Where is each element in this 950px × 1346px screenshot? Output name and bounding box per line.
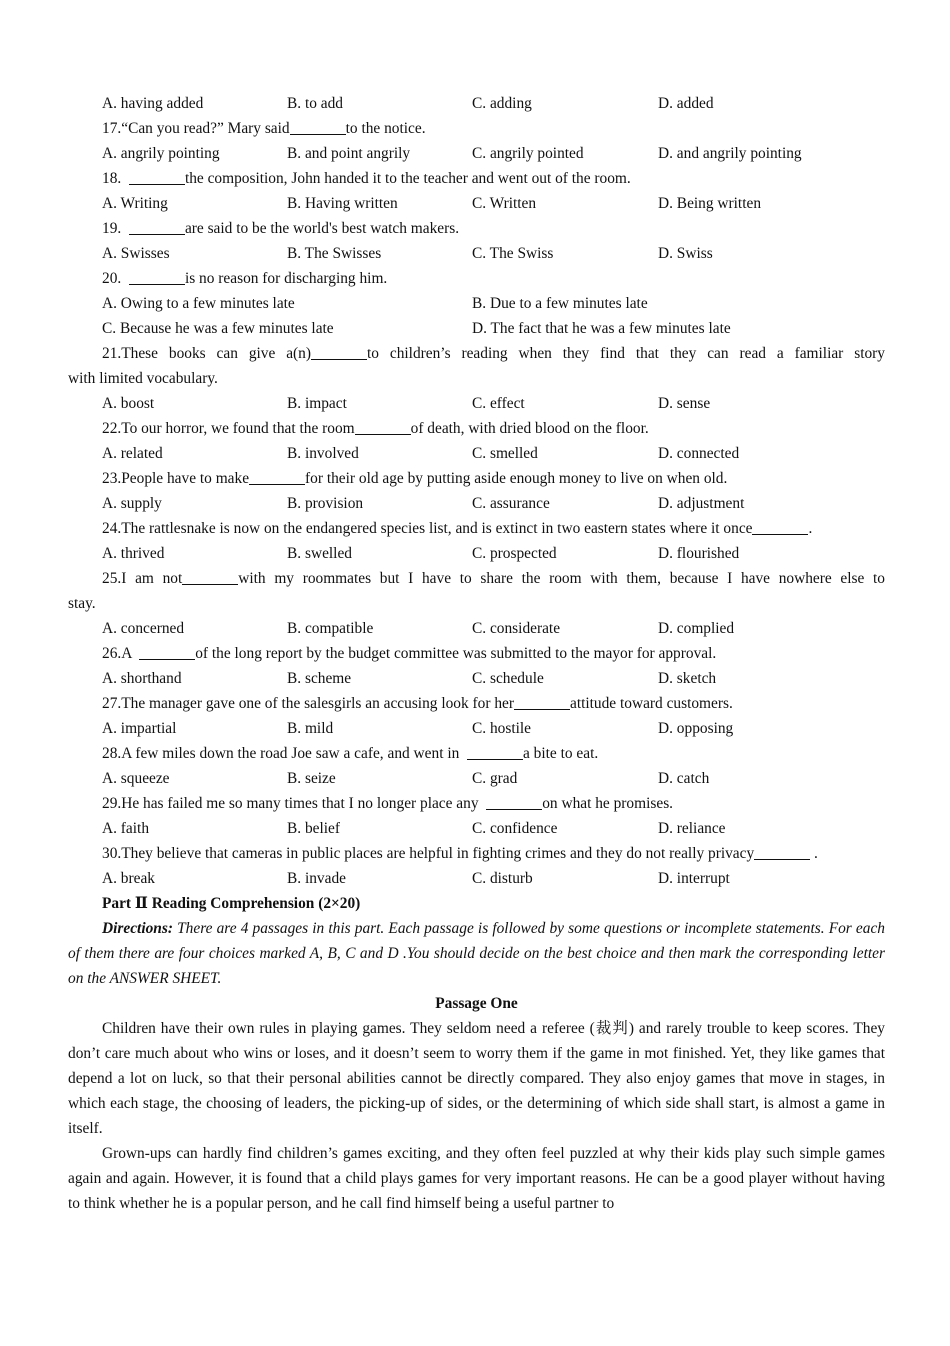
option-c[interactable]: C. considerate bbox=[472, 620, 561, 637]
question-25: 25.I am not with my roommates but I have to share the room with them, because I have nowhere else to bbox=[102, 570, 886, 587]
option-c[interactable]: C. smelled bbox=[472, 445, 538, 462]
option-d[interactable]: D. opposing bbox=[658, 720, 734, 737]
option-d[interactable]: D. added bbox=[658, 95, 714, 112]
q26-options bbox=[68, 666, 885, 691]
q19-options bbox=[68, 241, 885, 266]
option-a[interactable]: A. thrived bbox=[102, 545, 165, 562]
question-27: 27.The manager gave one of the salesgirls an accusing look for her attitude toward customers. bbox=[102, 695, 733, 712]
option-b[interactable]: B. scheme bbox=[287, 670, 352, 687]
option-d[interactable]: D. Being written bbox=[658, 195, 762, 212]
q20-options-row1 bbox=[68, 291, 885, 316]
section-heading: Part Ⅱ Reading Comprehension (2×20) bbox=[102, 895, 361, 912]
q17-options bbox=[68, 141, 885, 166]
option-c[interactable]: C. schedule bbox=[472, 670, 544, 687]
option-b[interactable]: B. invade bbox=[287, 870, 346, 887]
answer-blank[interactable] bbox=[467, 744, 523, 760]
directions-text: There are 4 passages in this part. Each passage is followed by some questions or incomplete statements. For each of them there are four choices marked A, B, C and D .You should decide on the best choice and then mark the corresponding letter on the ANSWER SHEET. bbox=[68, 920, 885, 987]
q29-options bbox=[68, 816, 885, 841]
option-b[interactable]: B. compatible bbox=[287, 620, 374, 637]
q23-options bbox=[68, 491, 885, 516]
q20-options-row2 bbox=[68, 316, 885, 341]
option-b[interactable]: B. The Swisses bbox=[287, 245, 382, 262]
option-a[interactable]: A. boost bbox=[102, 395, 155, 412]
option-d[interactable]: D. interrupt bbox=[658, 870, 730, 887]
option-c[interactable]: C. hostile bbox=[472, 720, 531, 737]
option-d[interactable]: D. sketch bbox=[658, 670, 717, 687]
option-a[interactable]: A. squeeze bbox=[102, 770, 170, 787]
option-c[interactable]: C. Because he was a few minutes late bbox=[102, 320, 334, 337]
question-25-continued: stay. bbox=[68, 595, 96, 612]
option-d[interactable]: D. flourished bbox=[658, 545, 740, 562]
q16-options bbox=[68, 91, 885, 116]
question-23: 23.People have to make for their old age by putting aside enough money to live on when old. bbox=[102, 470, 728, 487]
q30-options bbox=[68, 866, 885, 891]
option-b[interactable]: B. provision bbox=[287, 495, 364, 512]
question-29: 29.He has failed me so many times that I no longer place any on what he promises. bbox=[102, 795, 674, 812]
option-c[interactable]: C. confidence bbox=[472, 820, 558, 837]
option-d[interactable]: D. connected bbox=[658, 445, 740, 462]
option-b[interactable]: B. involved bbox=[287, 445, 359, 462]
option-d[interactable]: D. reliance bbox=[658, 820, 726, 837]
question-24: 24.The rattlesnake is now on the endangered species list, and is extinct in two eastern states where it once . bbox=[102, 520, 813, 537]
directions bbox=[68, 916, 885, 991]
question-18: 18. the composition, John handed it to the teacher and went out of the room. bbox=[102, 170, 631, 187]
option-b[interactable]: B. to add bbox=[287, 95, 344, 112]
option-c[interactable]: C. Written bbox=[472, 195, 537, 212]
question-21-continued: with limited vocabulary. bbox=[68, 370, 218, 387]
answer-blank[interactable] bbox=[754, 844, 810, 860]
option-a[interactable]: A. concerned bbox=[102, 620, 185, 637]
option-a[interactable]: A. impartial bbox=[102, 720, 177, 737]
option-b[interactable]: B. Having written bbox=[287, 195, 398, 212]
option-a[interactable]: A. faith bbox=[102, 820, 150, 837]
option-b[interactable]: B. impact bbox=[287, 395, 347, 412]
option-d[interactable]: D. complied bbox=[658, 620, 735, 637]
answer-blank[interactable] bbox=[311, 344, 367, 360]
option-d[interactable]: D. The fact that he was a few minutes late bbox=[472, 320, 731, 337]
option-c[interactable]: C. effect bbox=[472, 395, 525, 412]
option-b[interactable]: B. and point angrily bbox=[287, 145, 411, 162]
question-21: 21.These books can give a(n) to children’s reading when they find that they can read a familiar story bbox=[102, 345, 885, 362]
option-c[interactable]: C. disturb bbox=[472, 870, 533, 887]
answer-blank[interactable] bbox=[182, 569, 238, 585]
passage-title: Passage One bbox=[435, 995, 518, 1012]
passage-paragraph: Children have their own rules in playing games. They seldom need a referee (裁判) and rarely trouble to keep scores. They don’t care much about who wins or loses, and it doesn’t seem to worry them if the game in mot finished. Yet, they like games that depend a lot on luck, so that their personal abilities cannot be directly compared. They also enjoy games that move in stages, in which each stage, the choosing of leaders, the picking-up of sides, or the determining of which side shall start, is almost a game in itself. bbox=[68, 1020, 885, 1137]
option-d[interactable]: D. and angrily pointing bbox=[658, 145, 802, 162]
answer-blank[interactable] bbox=[290, 119, 346, 135]
question-19: 19. are said to be the world's best watch makers. bbox=[102, 220, 460, 237]
option-a[interactable]: A. break bbox=[102, 870, 155, 887]
q28-options bbox=[68, 766, 885, 791]
q18-options bbox=[68, 191, 885, 216]
option-b[interactable]: B. mild bbox=[287, 720, 334, 737]
q24-options bbox=[68, 541, 885, 566]
option-b[interactable]: B. belief bbox=[287, 820, 340, 837]
answer-blank[interactable] bbox=[139, 644, 195, 660]
directions-label: Directions: bbox=[102, 920, 173, 937]
answer-blank[interactable] bbox=[249, 469, 305, 485]
question-17: 17.“Can you read?” Mary said to the notice. bbox=[102, 120, 426, 137]
option-a[interactable]: A. shorthand bbox=[102, 670, 182, 687]
answer-blank[interactable] bbox=[752, 519, 808, 535]
option-b[interactable]: B. seize bbox=[287, 770, 336, 787]
answer-blank[interactable] bbox=[486, 794, 542, 810]
option-b[interactable]: B. swelled bbox=[287, 545, 352, 562]
question-26: 26.A of the long report by the budget committee was submitted to the mayor for approval. bbox=[102, 645, 717, 662]
option-a[interactable]: A. Swisses bbox=[102, 245, 170, 262]
option-c[interactable]: C. The Swiss bbox=[472, 245, 554, 262]
option-c[interactable]: C. prospected bbox=[472, 545, 557, 562]
option-b[interactable]: B. Due to a few minutes late bbox=[472, 295, 648, 312]
q21-options bbox=[68, 391, 885, 416]
q25-options bbox=[68, 616, 885, 641]
option-d[interactable]: D. sense bbox=[658, 395, 711, 412]
answer-blank[interactable] bbox=[129, 219, 185, 235]
option-c[interactable]: C. assurance bbox=[472, 495, 550, 512]
option-a[interactable]: A. related bbox=[102, 445, 163, 462]
option-a[interactable]: A. angrily pointing bbox=[102, 145, 220, 162]
question-28: 28.A few miles down the road Joe saw a cafe, and went in a bite to eat. bbox=[102, 745, 599, 762]
passage-paragraph: Grown-ups can hardly find children’s games exciting, and they often feel puzzled at why their kids play such simple games again and again. However, it is found that a child plays games for very important reasons. He can be a good player without having to think whether he is a popular person, and he call find himself being a useful partner to bbox=[68, 1145, 885, 1212]
answer-blank[interactable] bbox=[355, 419, 411, 435]
option-a[interactable]: A. Owing to a few minutes late bbox=[102, 295, 295, 312]
option-d[interactable]: D. adjustment bbox=[658, 495, 745, 512]
question-22: 22.To our horror, we found that the room of death, with dried blood on the floor. bbox=[102, 420, 649, 437]
question-30: 30.They believe that cameras in public places are helpful in fighting crimes and they do not really privacy . bbox=[102, 845, 818, 862]
option-d[interactable]: D. Swiss bbox=[658, 245, 713, 262]
option-a[interactable]: A. Writing bbox=[102, 195, 168, 212]
answer-blank[interactable] bbox=[129, 269, 185, 285]
question-20: 20. is no reason for discharging him. bbox=[102, 270, 388, 287]
option-c[interactable]: C. grad bbox=[472, 770, 518, 787]
option-c[interactable]: C. angrily pointed bbox=[472, 145, 584, 162]
q27-options bbox=[68, 716, 885, 741]
option-d[interactable]: D. catch bbox=[658, 770, 710, 787]
exam-page bbox=[68, 91, 885, 1216]
option-c[interactable]: C. adding bbox=[472, 95, 532, 112]
option-a[interactable]: A. having added bbox=[102, 95, 204, 112]
answer-blank[interactable] bbox=[514, 694, 570, 710]
answer-blank[interactable] bbox=[129, 169, 185, 185]
option-a[interactable]: A. supply bbox=[102, 495, 162, 512]
q22-options bbox=[68, 441, 885, 466]
